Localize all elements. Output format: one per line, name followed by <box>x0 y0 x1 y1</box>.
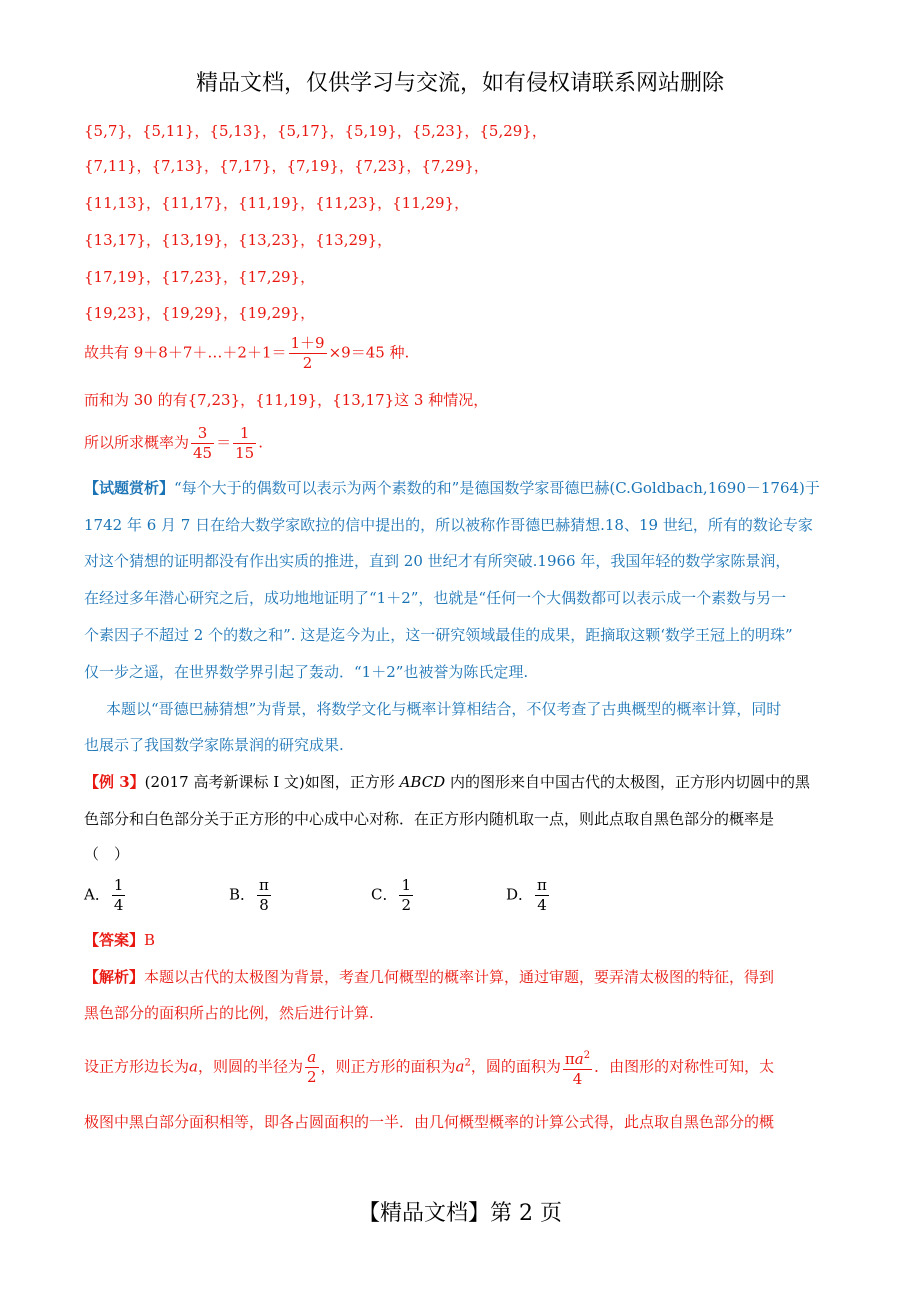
example3-tag: 【例 3】 <box>84 773 145 791</box>
pairs-line-2: {7,11}，{7,13}，{7,17}，{7,19}，{7,23}，{7,29}， <box>84 157 489 175</box>
page-footer: 【精品文档】第 2 页 <box>358 1201 562 1226</box>
total-prefix: 故共有 9＋8＋7＋…＋2＋1＝ <box>84 343 287 362</box>
total-fraction: $\frac{1+9}{2}$ <box>290 334 325 372</box>
pairs-line-4: {13,17}，{13,19}，{13,23}，{13,29}， <box>84 231 393 249</box>
page-header: 精品文档，仅供学习与交流，如有侵权请联系网站删除 <box>195 71 724 96</box>
appreciation-line-5: 个素因子不超过 2 个的数之和”. 这是迄今为止，这一研究领域最佳的成果，距摘取这颗‘数学王冠上的明珠” <box>84 626 793 644</box>
setup-line-2: 极图中黑白部分面积相等，即各占圆面积的一半．由几何概型概率的计算公式得，此点取自黑色部分的概 <box>84 1113 775 1131</box>
appreciation-tag: 【试题赏析】 <box>84 479 175 497</box>
option-a: A． $\frac{1}{4}$ <box>84 876 124 914</box>
prob-prefix: 所以所求概率为 <box>84 433 190 452</box>
pairs-line-5: {17,19}，{17,23}，{17,29}， <box>84 268 316 286</box>
appreciation-line-4: 在经过多年潜心研究之后，成功地地证明了“1＋2”，也就是“任何一个大偶数都可以表示成一个素数与另一 <box>84 589 787 607</box>
total-count-line <box>84 334 409 373</box>
summary-line-2: 也展示了我国数学家陈景润的研究成果. <box>84 736 344 754</box>
total-suffix: ×9＝45 种. <box>328 343 410 362</box>
option-b: B． $\frac{\pi}{8}$ <box>229 876 269 914</box>
var-a: a <box>189 1057 198 1076</box>
example3-paren: （ ） <box>84 845 130 863</box>
circle-area-fraction: $\frac{\pi a^2}{4}$ <box>564 1050 591 1088</box>
appreciation-line-3: 对这个猜想的证明都没有作出实质的推进，直到 20 世纪才有所突破.1966 年，我国年轻的数学家陈景润， <box>84 552 791 570</box>
option-d: D． $\frac{\pi}{4}$ <box>506 876 547 914</box>
analysis-tag: 【解析】 <box>84 968 145 986</box>
answer-tag: 【答案】 <box>84 931 145 949</box>
analysis-line-1: 【解析】本题以古代的太极图为背景，考查几何概型的概率计算，通过审题，要弄清太极图的特征，得到 <box>84 968 775 986</box>
appreciation-line-2: 1742 年 6 月 7 日在给大数学家欧拉的信中提出的，所以被称作哥德巴赫猜想.18、19 世纪，所有的数论专家 <box>84 516 813 534</box>
prob-fraction-1: $\frac{3}{45}$ <box>193 424 213 462</box>
pairs-line-3: {11,13}，{11,17}，{11,19}，{11,23}，{11,29}， <box>84 194 470 212</box>
answer-value: B <box>144 931 156 949</box>
summary-line-1: 本题以“哥德巴赫猜想”为背景，将数学文化与概率计算相结合，不仅考查了古典概型的概率计算，同时 <box>106 700 782 718</box>
appreciation-line-6: 仅一步之遥，在世界数学界引起了轰动．“1＋2”也被誉为陈氏定理. <box>84 663 529 681</box>
answer-line <box>84 929 155 951</box>
prob-fraction-2: $\frac{1}{15}$ <box>235 424 255 462</box>
setup-line-1: 设正方形边长为a，则圆的半径为 $\frac{a}{2}$ ，则正方形的面积为$a^2$，圆的面积为 $\frac{\pi a^2}{4}$ ．由图形的对称性可知，太 <box>84 1048 775 1088</box>
probability-line: 所以所求概率为 $\frac{3}{45}$ ＝ $\frac{1}{15}$ . <box>84 424 263 462</box>
radius-fraction: $\frac{a}{2}$ <box>306 1048 317 1086</box>
pairs-line-6: {19,23}，{19,29}，{19,29}， <box>84 304 316 322</box>
appreciation-line-1: 【试题赏析】“每个大于的偶数可以表示为两个素数的和”是德国数学家哥德巴赫(C.Goldbach,1690－1764)于 <box>84 479 820 497</box>
option-c: C． $\frac{1}{2}$ <box>371 876 412 914</box>
example3-line-2: 色部分和白色部分关于正方形的中心成中心对称．在正方形内随机取一点，则此点取自黑色部分的概率是 <box>84 810 775 828</box>
pairs-line-1: {5,7}，{5,11}，{5,13}，{5,17}，{5,19}，{5,23}，{5,29}， <box>84 122 547 140</box>
analysis-line-2: 黑色部分的面积所占的比例，然后进行计算. <box>84 1004 374 1022</box>
example3-line-1: 【例 3】(2017 高考新课标 I 文)如图，正方形 ABCD 内的图形来自中国古代的太极图，正方形内切圆中的黑 <box>84 773 810 791</box>
sum30-line: 而和为 30 的有{7,23}，{11,19}，{13,17}这 3 种情况， <box>84 391 489 409</box>
